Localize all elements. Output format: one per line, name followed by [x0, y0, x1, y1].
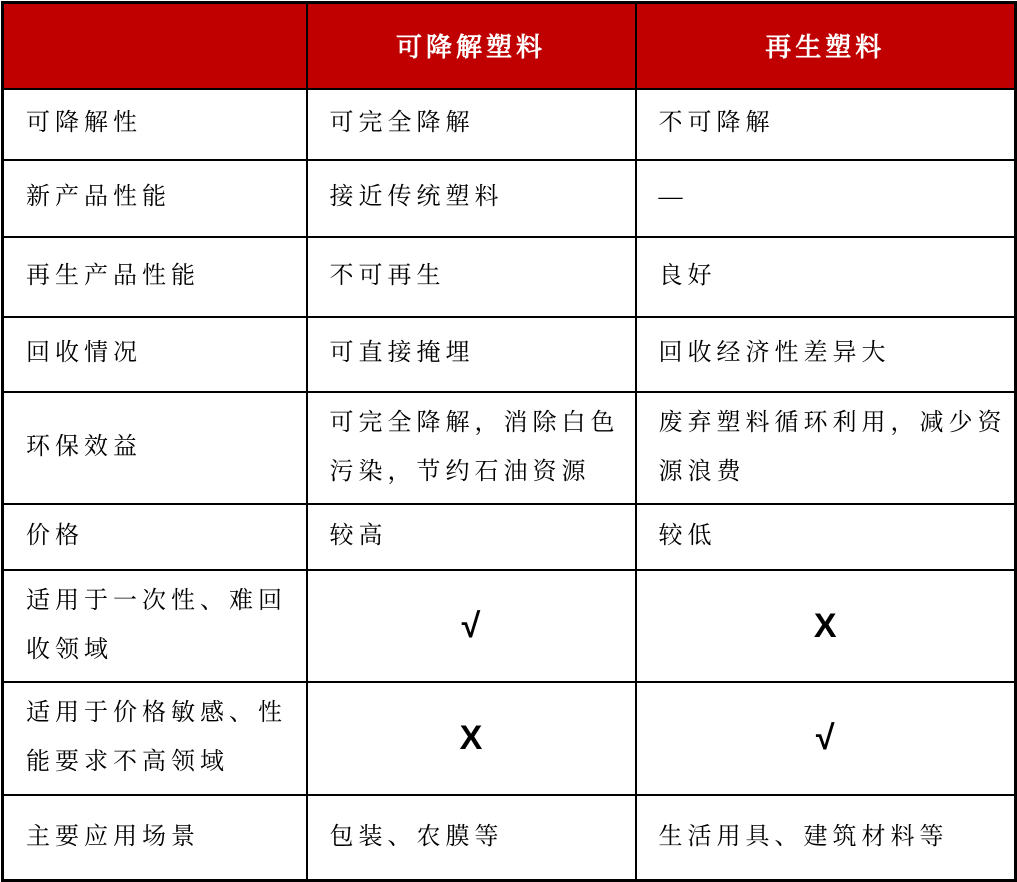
degradable-value-cell: 包装、农膜等 [307, 795, 636, 881]
row-label-cell: 主要应用场景 [3, 795, 307, 881]
row-label-cell: 适用于一次性、难回收领域 [3, 570, 307, 682]
table-row [3, 89, 1016, 160]
plastics-comparison-table [1, 1, 1017, 882]
degradable-cross-mark: X [307, 682, 636, 794]
header-cell-recycled: 再生塑料 [636, 3, 1016, 89]
row-label-cell: 再生产品性能 [3, 237, 307, 317]
table-row [3, 570, 1016, 682]
recycled-cross-mark: X [636, 570, 1016, 682]
table-row [3, 795, 1016, 881]
row-label-cell: 新产品性能 [3, 160, 307, 237]
degradable-check-mark: √ [307, 570, 636, 682]
table-row [3, 682, 1016, 794]
row-label-cell: 环保效益 [3, 392, 307, 504]
header-cell-degradable: 可降解塑料 [307, 3, 636, 89]
row-label-cell: 价格 [3, 504, 307, 570]
recycled-check-mark: √ [636, 682, 1016, 794]
table-header [3, 3, 1016, 89]
table-body [3, 89, 1016, 881]
table-row [3, 317, 1016, 392]
degradable-value-cell: 可完全降解 [307, 89, 636, 160]
degradable-value-cell: 不可再生 [307, 237, 636, 317]
degradable-value-cell: 较高 [307, 504, 636, 570]
recycled-value-cell: — [636, 160, 1016, 237]
header-row [3, 3, 1016, 89]
row-label-cell: 可降解性 [3, 89, 307, 160]
recycled-value-cell: 不可降解 [636, 89, 1016, 160]
degradable-value-cell: 可完全降解，消除白色污染，节约石油资源 [307, 392, 636, 504]
recycled-value-cell: 良好 [636, 237, 1016, 317]
table-row [3, 504, 1016, 570]
table-row [3, 392, 1016, 504]
table-row [3, 237, 1016, 317]
recycled-value-cell: 废弃塑料循环利用，减少资源浪费 [636, 392, 1016, 504]
header-cell-empty [3, 3, 307, 89]
row-label-cell: 适用于价格敏感、性能要求不高领域 [3, 682, 307, 794]
degradable-value-cell: 接近传统塑料 [307, 160, 636, 237]
table-row [3, 160, 1016, 237]
row-label-cell: 回收情况 [3, 317, 307, 392]
recycled-value-cell: 回收经济性差异大 [636, 317, 1016, 392]
recycled-value-cell: 生活用具、建筑材料等 [636, 795, 1016, 881]
degradable-value-cell: 可直接掩埋 [307, 317, 636, 392]
recycled-value-cell: 较低 [636, 504, 1016, 570]
